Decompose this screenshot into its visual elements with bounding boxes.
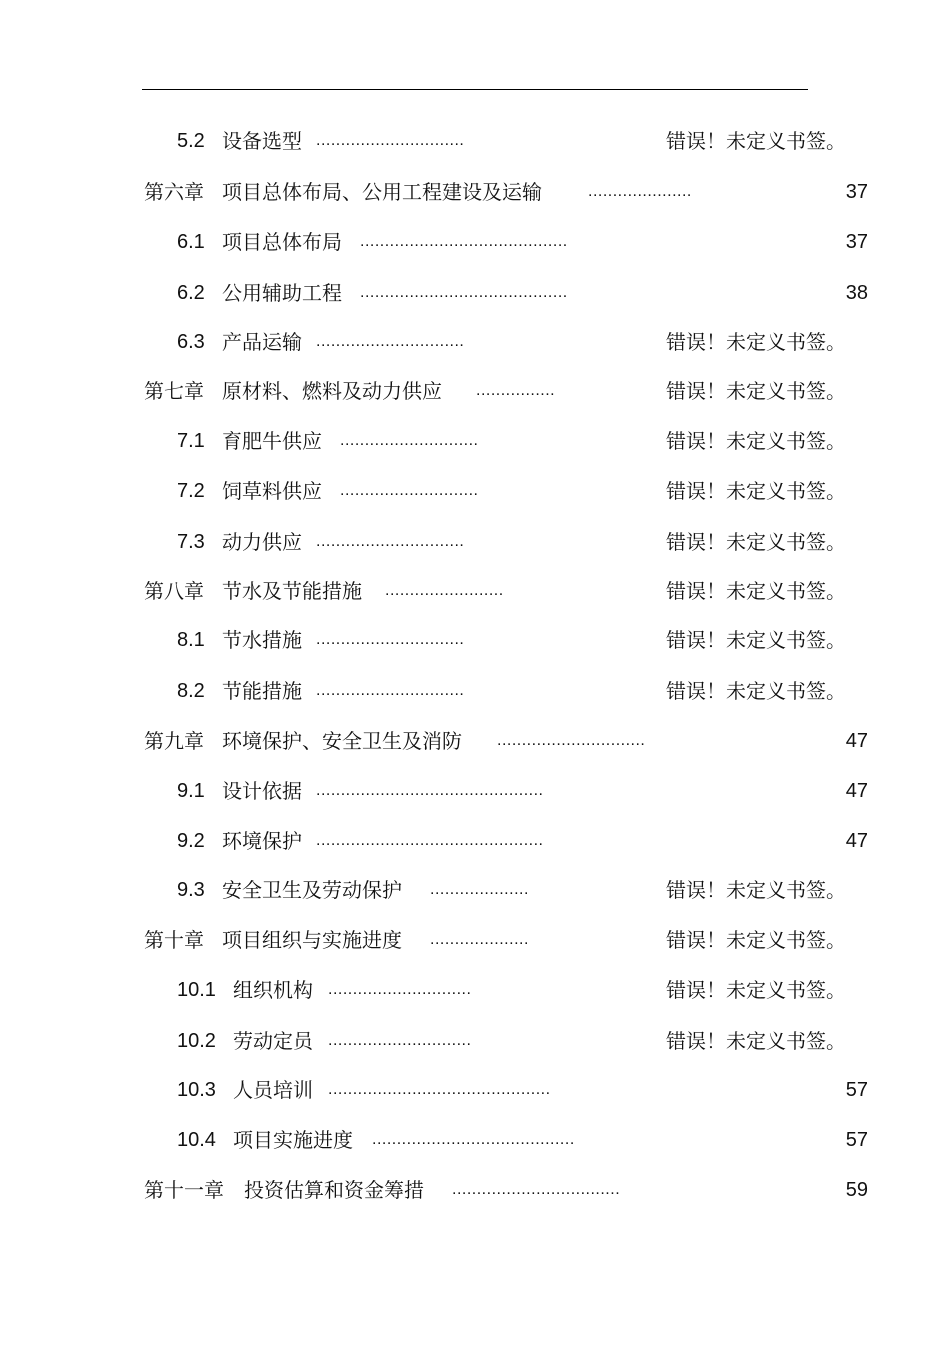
toc-entry-number: 第六章 bbox=[144, 180, 204, 204]
toc-entry-number: 10.4 bbox=[177, 1129, 216, 1151]
toc-leader-dots: .............................. bbox=[316, 533, 465, 550]
toc-entry-page: 错误！未定义书签。 bbox=[666, 878, 846, 902]
toc-entry-title: 育肥牛供应 bbox=[222, 429, 322, 453]
toc-leader-dots: .............................. bbox=[316, 132, 465, 149]
toc-entry-title: 投资估算和资金筹措 bbox=[244, 1178, 424, 1202]
toc-entry-page: 错误！未定义书签。 bbox=[666, 579, 846, 603]
toc-entry-number: 第十章 bbox=[144, 928, 204, 952]
toc-entry-page: 57 bbox=[845, 1129, 868, 1151]
toc-entry-number: 10.1 bbox=[177, 979, 216, 1001]
toc-leader-dots: ................ bbox=[476, 382, 556, 399]
toc-entry-page: 37 bbox=[845, 181, 868, 203]
toc-entry-number: 6.2 bbox=[177, 282, 205, 304]
toc-entry[interactable] bbox=[0, 1075, 950, 1105]
toc-leader-dots: .................... bbox=[430, 931, 529, 948]
toc-entry-page: 错误！未定义书签。 bbox=[666, 429, 846, 453]
toc-leader-dots: ......................................... bbox=[372, 1131, 575, 1148]
toc-entry-title: 节能措施 bbox=[222, 679, 302, 703]
toc-entry-number: 第七章 bbox=[144, 379, 204, 403]
toc-entry-number: 6.1 bbox=[177, 231, 205, 253]
toc-entry-number: 9.2 bbox=[177, 830, 205, 852]
toc-leader-dots: .............................................. bbox=[316, 832, 544, 849]
toc-entry-title: 项目组织与实施进度 bbox=[222, 928, 402, 952]
toc-entry-title: 节水措施 bbox=[222, 628, 302, 652]
toc-entry[interactable] bbox=[0, 875, 950, 905]
toc-entry-page: 错误！未定义书签。 bbox=[666, 330, 846, 354]
toc-entry[interactable] bbox=[0, 126, 950, 156]
toc-leader-dots: .................... bbox=[430, 881, 529, 898]
toc-entry[interactable] bbox=[0, 576, 950, 606]
toc-entry-page: 错误！未定义书签。 bbox=[666, 978, 846, 1002]
toc-entry[interactable] bbox=[0, 1125, 950, 1155]
toc-entry-title: 原材料、燃料及动力供应 bbox=[222, 379, 442, 403]
toc-entry-title: 劳动定员 bbox=[233, 1029, 313, 1053]
toc-entry-page: 错误！未定义书签。 bbox=[666, 628, 846, 652]
toc-entry[interactable] bbox=[0, 177, 950, 207]
toc-leader-dots: .................................. bbox=[452, 1181, 621, 1198]
toc-entry-page: 38 bbox=[845, 282, 868, 304]
toc-leader-dots: ............................. bbox=[328, 1032, 472, 1049]
toc-entry-number: 第八章 bbox=[144, 579, 204, 603]
toc-entry[interactable] bbox=[0, 1175, 950, 1205]
toc-entry-title: 人员培训 bbox=[233, 1078, 313, 1102]
toc-entry-page: 57 bbox=[845, 1079, 868, 1101]
toc-entry-title: 项目总体布局 bbox=[222, 230, 342, 254]
toc-entry-number: 9.3 bbox=[177, 879, 205, 901]
toc-entry-page: 错误！未定义书签。 bbox=[666, 679, 846, 703]
toc-entry[interactable] bbox=[0, 278, 950, 308]
toc-entry[interactable] bbox=[0, 975, 950, 1005]
toc-entry[interactable] bbox=[0, 676, 950, 706]
toc-entry-page: 59 bbox=[845, 1179, 868, 1201]
toc-entry[interactable] bbox=[0, 527, 950, 557]
toc-entry[interactable] bbox=[0, 327, 950, 357]
toc-entry-page: 错误！未定义书签。 bbox=[666, 379, 846, 403]
toc-leader-dots: .............................. bbox=[316, 631, 465, 648]
toc-entry[interactable] bbox=[0, 1026, 950, 1056]
toc-entry[interactable] bbox=[0, 776, 950, 806]
toc-leader-dots: ............................ bbox=[340, 482, 479, 499]
toc-leader-dots: ........................ bbox=[385, 582, 504, 599]
toc-entry-page: 47 bbox=[845, 730, 868, 752]
toc-leader-dots: ............................. bbox=[328, 981, 472, 998]
toc-entry-number: 7.3 bbox=[177, 531, 205, 553]
toc-entry-number: 第九章 bbox=[144, 729, 204, 753]
toc-entry-title: 饲草料供应 bbox=[222, 479, 322, 503]
toc-entry-number: 10.2 bbox=[177, 1030, 216, 1052]
toc-entry-title: 动力供应 bbox=[222, 530, 302, 554]
toc-entry-title: 设备选型 bbox=[222, 129, 302, 153]
toc-entry[interactable] bbox=[0, 726, 950, 756]
toc-entry[interactable] bbox=[0, 826, 950, 856]
toc-entry-title: 产品运输 bbox=[222, 330, 302, 354]
toc-entry-number: 第十一章 bbox=[144, 1178, 224, 1202]
toc-entry-number: 9.1 bbox=[177, 780, 205, 802]
toc-entry-number: 5.2 bbox=[177, 130, 205, 152]
toc-entry-page: 错误！未定义书签。 bbox=[666, 928, 846, 952]
toc-entry-page: 37 bbox=[845, 231, 868, 253]
toc-entry-number: 7.1 bbox=[177, 430, 205, 452]
toc-entry-page: 错误！未定义书签。 bbox=[666, 530, 846, 554]
toc-entry-title: 项目总体布局、公用工程建设及运输 bbox=[222, 180, 542, 204]
toc-entry-page: 47 bbox=[845, 780, 868, 802]
toc-entry-number: 7.2 bbox=[177, 480, 205, 502]
toc-entry-number: 6.3 bbox=[177, 331, 205, 353]
toc-entry-title: 设计依据 bbox=[222, 779, 302, 803]
toc-entry-title: 项目实施进度 bbox=[233, 1128, 353, 1152]
toc-entry[interactable] bbox=[0, 925, 950, 955]
toc-entry-title: 安全卫生及劳动保护 bbox=[222, 878, 402, 902]
toc-entry-title: 环境保护、安全卫生及消防 bbox=[222, 729, 462, 753]
toc-entry[interactable] bbox=[0, 227, 950, 257]
toc-entry[interactable] bbox=[0, 476, 950, 506]
toc-entry[interactable] bbox=[0, 376, 950, 406]
toc-entry-page: 错误！未定义书签。 bbox=[666, 1029, 846, 1053]
toc-entry[interactable] bbox=[0, 625, 950, 655]
toc-entry-page: 错误！未定义书签。 bbox=[666, 129, 846, 153]
header-rule bbox=[142, 89, 808, 90]
toc-entry-title: 组织机构 bbox=[233, 978, 313, 1002]
toc-leader-dots: .............................................. bbox=[316, 782, 544, 799]
toc-leader-dots: ..................... bbox=[588, 183, 692, 200]
toc-leader-dots: .............................. bbox=[316, 333, 465, 350]
toc-leader-dots: .......................................... bbox=[360, 233, 568, 250]
toc-entry-title: 环境保护 bbox=[222, 829, 302, 853]
toc-leader-dots: .............................. bbox=[316, 682, 465, 699]
toc-entry-number: 10.3 bbox=[177, 1079, 216, 1101]
toc-leader-dots: ............................ bbox=[340, 432, 479, 449]
toc-entry-number: 8.1 bbox=[177, 629, 205, 651]
toc-entry-title: 节水及节能措施 bbox=[222, 579, 362, 603]
toc-entry-number: 8.2 bbox=[177, 680, 205, 702]
toc-leader-dots: ............................................. bbox=[328, 1081, 551, 1098]
toc-entry-page: 47 bbox=[845, 830, 868, 852]
toc-leader-dots: .............................. bbox=[497, 732, 646, 749]
toc-entry-page: 错误！未定义书签。 bbox=[666, 479, 846, 503]
toc-entry-title: 公用辅助工程 bbox=[222, 281, 342, 305]
toc-leader-dots: .......................................... bbox=[360, 284, 568, 301]
toc-entry[interactable] bbox=[0, 426, 950, 456]
